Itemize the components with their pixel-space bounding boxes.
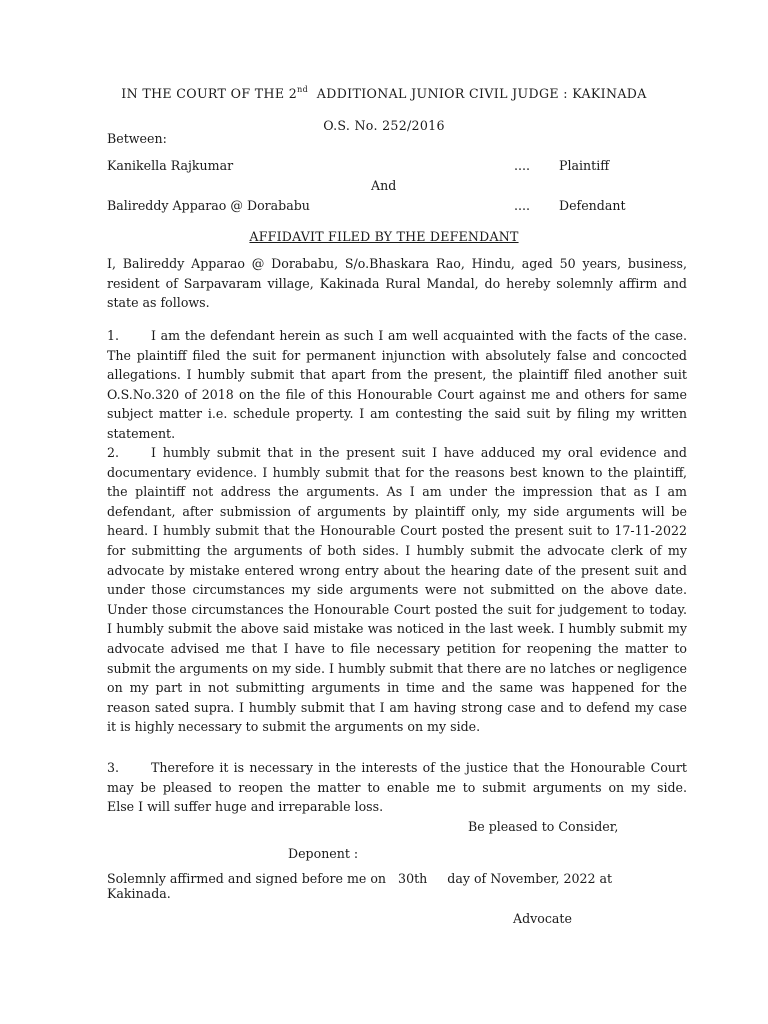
court-title-prefix: IN THE COURT OF THE 2 (121, 86, 298, 101)
consider-line: Be pleased to Consider, (468, 819, 619, 834)
deponent-label: Deponent : (288, 846, 359, 861)
paragraph-number: 3. (107, 760, 120, 775)
paragraph-number: 1. (107, 328, 120, 343)
intro-paragraph: I, Balireddy Apparao @ Dorababu, S/o.Bhaskara Rao, Hindu, aged 50 years, business, resident of Sarpavaram village, Kakinada Rural Mandal, do hereby solemnly affirm and state as follows. (107, 256, 687, 311)
advocate-label: Advocate (513, 911, 572, 926)
case-number: O.S. No. 252/2016 (323, 118, 445, 133)
paragraph-text: I am the defendant herein as such I am well acquainted with the facts of the case. The plaintiff filed the suit for permanent injunction with absolutely false and concocted allegations. I humbly submit that apart from the present, the plaintiff filed another suit O.S.No.320 of 2018 on the file of this Honourable Court against me and others for same subject matter i.e. schedule property. I am contesting the said suit by filing my written statement. (107, 328, 687, 441)
defendant-role: Defendant (559, 198, 626, 213)
plaintiff-role: Plaintiff (559, 158, 610, 173)
between-label: Between: (107, 131, 167, 146)
defendant-name: Balireddy Apparao @ Dorababu (107, 198, 310, 213)
paragraph-text: I humbly submit that in the present suit I have adduced my oral evidence and documentary evidence. I humbly submit that for the reasons best known to the plaintiff, the plaintiff not address the arguments. As I am under the impression that as I am defendant, after submission of arguments by plaintiff only, my side arguments will be heard. I humbly submit that the Honourable Court posted the present suit to 17-11-2022 for submitting the arguments of both sides. I humbly submit the advocate clerk of my advocate by mistake entered wrong entry about the hearing date of the present suit and under those circumstances my side arguments were not submitted on the above date. Under those circumstances the Honourable Court posted the suit for judgement to today. I humbly submit the above said mistake was noticed in the last week. I humbly submit my advocate advised me that I have to file necessary petition for reopening the matter to submit the arguments on my side. I humbly submit that there are no latches or negligence on my part in not submitting arguments in time and the same was happened for the reason sated supra. I humbly submit that I am having strong case and to defend my case it is highly necessary to submit the arguments on my side. (107, 445, 687, 735)
ordinal-suffix: nd (297, 85, 309, 94)
defendant-dots: .... (514, 198, 531, 213)
paragraph-2 (107, 443, 687, 737)
plaintiff-dots: .... (514, 158, 531, 173)
and-label: And (371, 178, 397, 193)
affirmed-line: Solemnly affirmed and signed before me on 30th day of November, 2022 at (107, 871, 613, 886)
paragraph-3 (107, 758, 708, 817)
affidavit-title: AFFIDAVIT FILED BY THE DEFENDANT (249, 229, 519, 244)
plaintiff-name: Kanikella Rajkumar (107, 158, 234, 173)
paragraph-number: 2. (107, 445, 120, 460)
affirmed-place: Kakinada. (107, 886, 171, 901)
court-title-suffix: ADDITIONAL JUNIOR CIVIL JUDGE : KAKINADA (308, 86, 647, 101)
paragraph-1 (107, 326, 687, 444)
court-title (0, 85, 768, 101)
paragraph-text: Therefore it is necessary in the interests of the justice that the Honourable Court may be pleased to reopen the matter to enable me to submit arguments on my side. Else I will suffer huge and irreparable loss. (107, 760, 708, 815)
